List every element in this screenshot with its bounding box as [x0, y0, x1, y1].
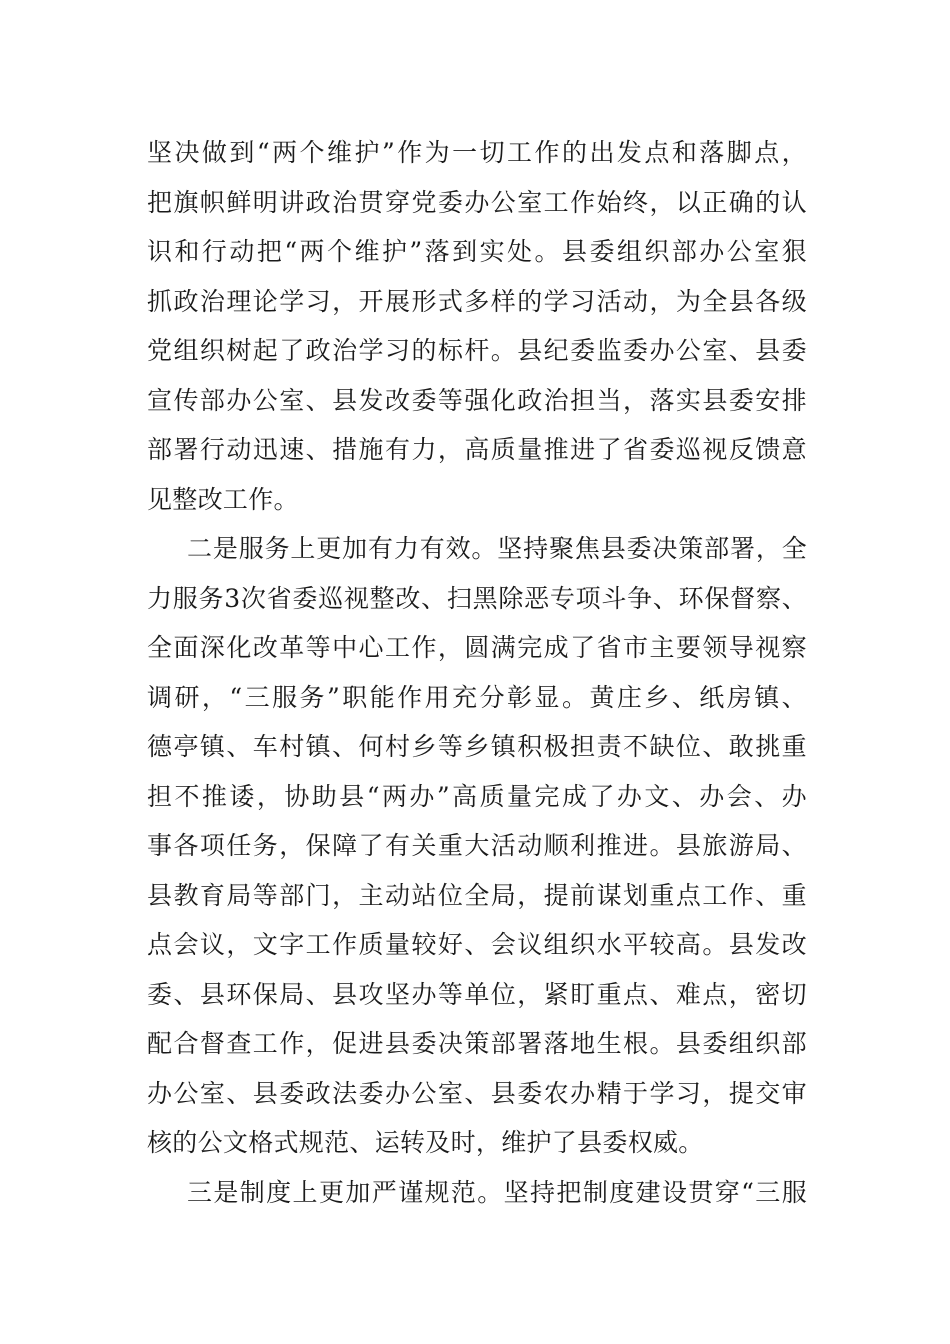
text-line: 办公室、县委政法委办公室、县委农办精于学习，提交审 — [147, 1078, 807, 1108]
text-line: 见整改工作。 — [147, 484, 299, 514]
text-line: 抓政治理论学习，开展形式多样的学习活动，为全县各级 — [147, 286, 807, 316]
text-line: 担不推诿，协助县“两办”高质量完成了办文、办会、办 — [147, 781, 807, 811]
text-line: 县教育局等部门，主动站位全局，提前谋划重点工作、重 — [147, 880, 807, 910]
text-line: 核的公文格式规范、运转及时，维护了县委权威。 — [147, 1128, 704, 1157]
paragraph-start-line: 二是服务上更加有力有效。坚持聚焦县委决策部署，全 — [187, 534, 807, 563]
text-line: 宣传部办公室、县发改委等强化政治担当，落实县委安排 — [147, 385, 807, 415]
text-line: 委、县环保局、县攻坚办等单位，紧盯重点、难点，密切 — [147, 979, 807, 1009]
text-line: 把旗帜鲜明讲政治贯穿党委办公室工作始终，以正确的认 — [147, 187, 807, 217]
text-line: 坚决做到“两个维护”作为一切工作的出发点和落脚点， — [147, 138, 807, 167]
text-line: 点会议，文字工作质量较好、会议组织水平较高。县发改 — [147, 930, 807, 959]
text-line: 部署行动迅速、措施有力，高质量推进了省委巡视反馈意 — [147, 435, 807, 464]
body-text — [147, 128, 807, 1217]
text-line: 事各项任务，保障了有关重大活动顺利推进。县旅游局、 — [147, 831, 807, 860]
text-line: 力服务3次省委巡视整改、扫黑除恶专项斗争、环保督察、 — [147, 583, 807, 613]
text-line: 调研，“三服务”职能作用充分彰显。黄庄乡、纸房镇、 — [147, 682, 807, 712]
paragraph-start-line: 三是制度上更加严谨规范。坚持把制度建设贯穿“三服 — [187, 1177, 807, 1207]
text-line: 配合督查工作，促进县委决策部署落地生根。县委组织部 — [147, 1029, 807, 1058]
text-line: 全面深化改革等中心工作，圆满完成了省市主要领导视察 — [147, 633, 807, 662]
text-line: 德亭镇、车村镇、何村乡等乡镇积极担责不缺位、敢挑重 — [147, 732, 807, 761]
text-line: 党组织树起了政治学习的标杆。县纪委监委办公室、县委 — [147, 336, 807, 365]
text-line: 识和行动把“两个维护”落到实处。县委组织部办公室狠 — [147, 237, 807, 266]
